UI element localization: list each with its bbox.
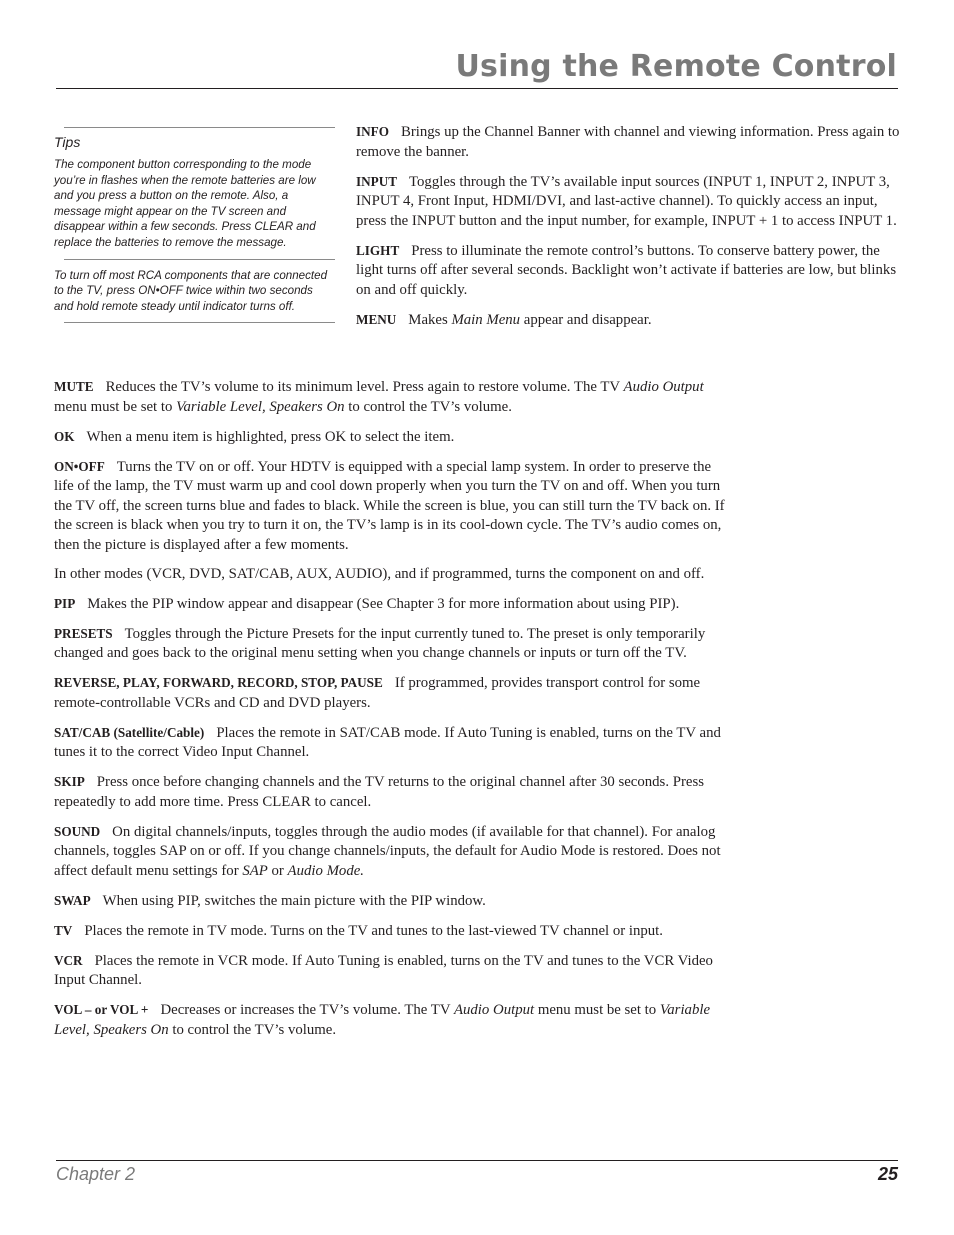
desc-vol-3: to control the TV’s volume. (168, 1021, 337, 1038)
right-column (356, 122, 901, 340)
entry-sound (54, 822, 732, 882)
entry-menu (356, 310, 901, 331)
desc-sound-italic-1: SAP (242, 862, 268, 879)
term-input: INPUT (356, 173, 398, 189)
term-sound: SOUND (54, 823, 101, 839)
entry-onoff (54, 457, 732, 556)
desc-satcab: Places the remote in SAT/CAB mode. If Auto Tuning is enabled, turns on the TV and tunes it to the correct Video Input Channel. (54, 724, 721, 760)
desc-transport: If programmed, provides transport control for some remote-controllable VCRs and CD and DVD players. (54, 675, 701, 711)
entry-pip (54, 594, 732, 615)
tips-top-rule (64, 127, 335, 128)
term-presets: PRESETS (54, 625, 113, 641)
term-info: INFO (356, 124, 389, 139)
entry-input (356, 172, 901, 232)
desc-vcr: Places the remote in VCR mode. If Auto Tuning is enabled, turns on the TV and tunes to the VCR Video Input Channel. (54, 952, 713, 988)
desc-mute-italic-1: Audio Output (623, 379, 704, 395)
entry-info (356, 122, 901, 162)
desc-input: Toggles through the TV’s available input sources (INPUT 1, INPUT 2, INPUT 3, INPUT 4, Front Input, HDMI/DVI, and last-active channel). To quickly access an input, press the INPUT button and the input number, for example, INPUT + 1 to access INPUT 1. (356, 173, 897, 229)
desc-light: Press to illuminate the remote control’s buttons. To conserve battery power, the light turns off after several seconds. Backlight won’t activate if batteries are low, but blinks on and off quickly. (356, 242, 897, 298)
desc-vol-italic-2: Variable Level, Speakers On (54, 1002, 711, 1038)
term-onoff: ON•OFF (54, 458, 105, 474)
term-menu: MENU (356, 311, 397, 327)
desc-vol-1: Decreases or increases the TV’s volume. The TV (160, 1002, 454, 1018)
entry-swap (54, 891, 732, 912)
desc-onoff: Turns the TV on or off. Your HDTV is equipped with a special lamp system. In order to preserve the life of the lamp, the TV must warm up and cool down properly when you turn the TV on and off. When you turn the TV off, the screen turns blue and fades to black. While the screen is blue, you can still turn the TV back on. If the screen is black when you try to turn it on, the TV’s lamp is in its cool-down cycle. The TV’s audio comes on, then the picture is displayed after a few moments. (54, 458, 725, 553)
desc-presets: Toggles through the Picture Presets for the input currently tuned to. The preset is only temporarily changed and goes back to the original menu setting when you change channels or inputs or turn off the TV. (54, 625, 706, 661)
entry-presets (54, 624, 732, 664)
entry-light (356, 241, 901, 301)
entry-mute (54, 377, 732, 417)
chapter-label: Chapter 2 (56, 1164, 136, 1184)
entry-ok (54, 427, 732, 448)
title-rule (56, 88, 898, 89)
term-swap: SWAP (54, 892, 91, 908)
desc-skip: Press once before changing channels and the TV returns to the original channel after 30 seconds. Press repeatedly to add more time. Press CLEAR to cancel. (54, 774, 704, 810)
term-vol: VOL – or VOL + (54, 1002, 149, 1017)
entry-vol (54, 1000, 732, 1040)
term-satcab: SAT/CAB (Satellite/Cable) (54, 724, 205, 740)
term-mute: MUTE (54, 379, 94, 394)
footer-rule (56, 1160, 898, 1161)
term-ok: OK (54, 428, 75, 444)
tips-sidebar (54, 127, 335, 323)
page-number: 25 (877, 1164, 898, 1184)
desc-swap: When using PIP, switches the main picture with the PIP window. (102, 892, 486, 909)
desc-menu: Makes (408, 311, 452, 328)
tips-bottom-rule (64, 322, 335, 323)
desc-pip: Makes the PIP window appear and disappear (See Chapter 3 for more information about using PIP). (87, 595, 680, 612)
term-transport: REVERSE, PLAY, FORWARD, RECORD, STOP, PAUSE (54, 675, 383, 690)
entry-other-modes: In other modes (VCR, DVD, SAT/CAB, AUX, AUDIO), and if programmed, turns the component on and off. (54, 565, 705, 582)
desc-vol-italic-1: Audio Output (453, 1002, 535, 1018)
entry-satcab (54, 723, 732, 763)
term-pip: PIP (54, 595, 76, 611)
main-column (54, 377, 732, 1050)
desc-mute-2: menu must be set to (54, 398, 177, 415)
desc-sound-italic-2: Audio Mode. (287, 862, 364, 879)
entry-tv (54, 921, 732, 942)
page-title: Using the Remote Control (455, 49, 897, 84)
desc-menu-italic: Main Menu (451, 311, 521, 328)
entry-transport (54, 673, 732, 713)
desc-sound-1: On digital channels/inputs, toggles through the audio modes (if available for that channel). For analog channels, toggles SAP on or off. If you change channels/inputs, the default for Audio Mode is restored. Does not affect default menu settings for (54, 823, 721, 879)
desc-mute-1: Reduces the TV’s volume to its minimum level. Press again to restore volume. The TV (105, 379, 624, 395)
tip-turn-off-components: To turn off most RCA components that are connected to the TV, press ON•OFF twice within two seconds and hold remote steady until indicator turns off. (54, 268, 328, 313)
term-light: LIGHT (356, 242, 400, 258)
desc-sound-2: or (267, 862, 288, 879)
entry-vcr (54, 951, 732, 991)
tips-divider (64, 259, 335, 260)
desc-info: Brings up the Channel Banner with channel and viewing information. Press again to remove the banner. (356, 124, 900, 160)
tip-low-battery: The component button corresponding to the mode you’re in flashes when the remote batteries are low and you press a button on the remote. Also, a message might appear on the TV screen and disappear within a few seconds. Press CLEAR and replace the batteries to remove the message. (54, 158, 316, 249)
desc-ok: When a menu item is highlighted, press OK to select the item. (86, 428, 455, 445)
desc-mute-3: to control the TV’s volume. (344, 398, 512, 415)
tips-heading: Tips (54, 134, 81, 150)
term-vcr: VCR (54, 952, 83, 968)
term-skip: SKIP (54, 774, 85, 789)
desc-tv: Places the remote in TV mode. Turns on the TV and tunes to the last-viewed TV channel or input. (84, 922, 663, 939)
desc-menu-end: appear and disappear. (520, 311, 652, 328)
entry-skip (54, 772, 732, 812)
desc-vol-2: menu must be set to (534, 1002, 660, 1018)
term-tv: TV (54, 922, 73, 938)
desc-mute-italic-2: Variable Level, Speakers On (176, 398, 345, 415)
